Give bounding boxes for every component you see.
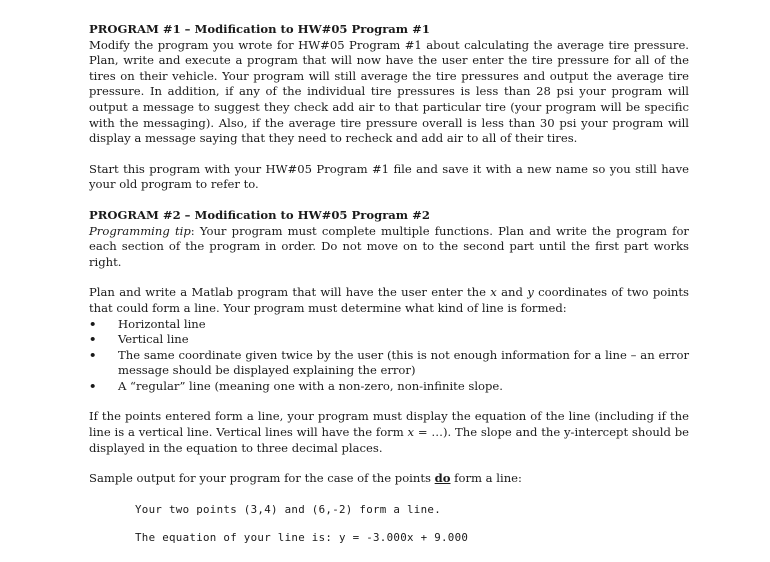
intro-text: coordinates of two points that could form a line. Your program must determine what kind of line is formed: bbox=[89, 285, 690, 315]
program-1-description: Modify the program you wrote for HW#05 Program #1 about calculating the average tire pressure. Plan, write and execute a program that will now have the user enter the tire pressure for all of the tires on their vehicle. Your program will still average the tire pressures and output the average tire pressure. In addition, if any of the individual tire pressures is less than 28 psi your program will output a message to suggest they check add air to that particular tire (your program will be specific with the messaging). Also, if the average tire pressure overall is less than 30 psi your program will display a message saying that they need to recheck and add air to all of their tires. bbox=[89, 37, 689, 146]
equation-text: = …). The slope and the y-intercept should be displayed in the equation to three decimal places. bbox=[89, 425, 690, 455]
line-type-list bbox=[89, 317, 689, 395]
y-variable: y bbox=[527, 285, 534, 300]
sample-output-line-1: Your two points (3,4) and (6,-2) form a line. bbox=[135, 502, 442, 516]
spacer bbox=[89, 193, 689, 208]
x-variable: x bbox=[490, 285, 497, 300]
bullet-icon: • bbox=[89, 316, 97, 331]
sample-output-line-2: The equation of your line is: y = -3.000x + 9.000 bbox=[135, 531, 469, 545]
list-item bbox=[89, 332, 689, 348]
spacer bbox=[89, 487, 689, 502]
bullet-icon: • bbox=[89, 378, 97, 393]
programming-tip-label: Programming tip bbox=[89, 223, 191, 238]
sample-text: Sample output for your program for the case of the points bbox=[89, 471, 435, 486]
spacer bbox=[89, 270, 689, 285]
sample-output-intro bbox=[89, 471, 689, 487]
equation-requirements bbox=[89, 409, 689, 456]
intro-text: and bbox=[496, 285, 528, 300]
list-item-text: The same coordinate given twice by the user (this is not enough information for a line – an error message should be displayed explaining the error) bbox=[118, 347, 689, 378]
list-item-text: Horizontal line bbox=[118, 316, 206, 331]
spacer bbox=[89, 517, 689, 530]
spacer bbox=[89, 456, 689, 471]
list-item bbox=[89, 348, 689, 379]
program-1-start-instructions: Start this program with your HW#05 Program #1 file and save it with a new name so you still have your old program to refer to. bbox=[89, 161, 689, 192]
emphasis-do: do bbox=[434, 471, 451, 486]
list-item bbox=[89, 317, 689, 333]
programming-tip bbox=[89, 224, 689, 271]
program-2-heading: PROGRAM #2 – Modification to HW#05 Program #2 bbox=[89, 207, 430, 222]
bullet-icon: • bbox=[89, 347, 97, 362]
list-item-text: Vertical line bbox=[118, 332, 189, 347]
spacer bbox=[89, 394, 689, 409]
program-2-intro bbox=[89, 285, 689, 316]
assignment-document bbox=[89, 22, 689, 546]
program-1-heading: PROGRAM #1 – Modification to HW#05 Program #1 bbox=[89, 22, 430, 36]
spacer bbox=[89, 147, 689, 162]
programming-tip-text: : Your program must complete multiple functions. Plan and write the program for each section of the program in order. Do not move on to the second part until the first part works right. bbox=[89, 223, 689, 269]
x-variable: x bbox=[407, 425, 415, 440]
list-item bbox=[89, 379, 689, 395]
sample-text: form a line: bbox=[450, 471, 522, 486]
intro-text: Plan and write a Matlab program that will have the user enter the bbox=[89, 285, 491, 300]
equation-text: If the points entered form a line, your program must display the equation of the line (including if the line is a vertical line. Vertical lines will have the form bbox=[89, 409, 689, 440]
list-item-text: A “regular” line (meaning one with a non-zero, non-infinite slope. bbox=[118, 378, 503, 393]
bullet-icon: • bbox=[89, 332, 97, 347]
